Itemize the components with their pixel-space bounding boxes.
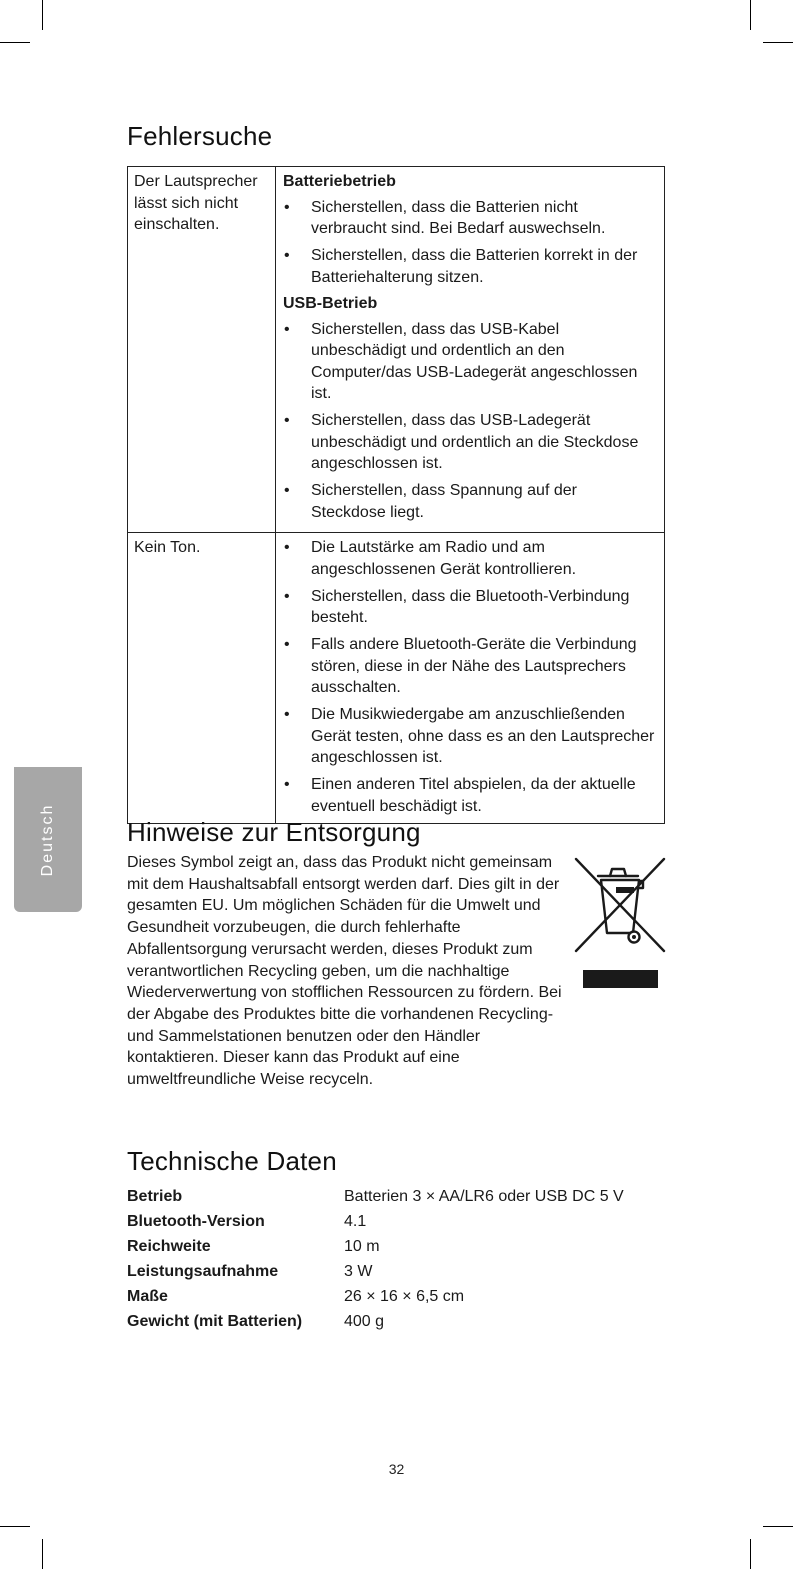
disposal-title: Hinweise zur Entsorgung xyxy=(127,817,421,847)
list-item xyxy=(283,704,656,769)
bullet-icon: • xyxy=(284,320,290,338)
solution-cell xyxy=(276,167,665,533)
list-item xyxy=(283,480,656,523)
bullet-icon: • xyxy=(284,247,290,264)
crop-mark xyxy=(0,1526,30,1527)
bullet-icon: • xyxy=(284,482,290,499)
troubleshooting-table xyxy=(127,166,665,824)
weee-bar xyxy=(583,970,658,988)
spec-value: 4.1 xyxy=(344,1213,367,1230)
table-row xyxy=(128,167,665,533)
page-number: 32 xyxy=(388,1461,405,1477)
list-item xyxy=(283,634,656,699)
crop-mark xyxy=(763,1526,793,1527)
subheading-usb: USB-Betrieb xyxy=(283,295,378,312)
bin-label-mark xyxy=(616,887,634,893)
spec-label: Leistungsaufnahme xyxy=(127,1263,279,1280)
bullet-icon: • xyxy=(284,198,290,216)
list-item-text: Sicherstellen, dass die Bluetooth-Verbindung besteht. xyxy=(311,587,630,626)
spec-label: Maße xyxy=(127,1288,168,1305)
spec-label: Betrieb xyxy=(127,1188,183,1205)
specs-title: Technische Daten xyxy=(127,1146,337,1176)
spec-value: Batterien 3 × AA/LR6 oder USB DC 5 V xyxy=(344,1188,624,1205)
bullet-icon: • xyxy=(284,539,290,556)
crop-mark xyxy=(763,42,793,43)
bullet-icon: • xyxy=(284,636,290,653)
spec-value: 3 W xyxy=(344,1263,373,1280)
spec-label: Reichweite xyxy=(127,1238,211,1255)
list-item-text: Die Lautstärke am Radio und am angeschlossenen Gerät kontrollieren. xyxy=(311,539,577,578)
spec-value: 10 m xyxy=(344,1238,380,1255)
list-item xyxy=(283,410,656,475)
spec-value: 400 g xyxy=(344,1313,385,1330)
crop-mark xyxy=(750,0,751,30)
spec-label: Bluetooth-Version xyxy=(127,1213,265,1230)
crop-mark xyxy=(0,42,30,43)
table-row xyxy=(128,533,665,824)
crop-mark xyxy=(750,1539,751,1569)
language-tab-label: Deutsch xyxy=(39,803,56,876)
spec-label: Gewicht (mit Batterien) xyxy=(127,1313,303,1330)
list-item-text: Sicherstellen, dass Spannung auf der Steckdose liegt. xyxy=(311,482,577,521)
solution-list xyxy=(283,537,656,817)
bullet-icon: • xyxy=(284,776,290,793)
list-item-text: Die Musikwiedergabe am anzuschließenden Gerät testen, ohne dass es an den Lautsprecher angeschlossen ist. xyxy=(311,706,655,766)
subheading-battery: Batteriebetrieb xyxy=(283,173,396,190)
troubleshooting-title: Fehlersuche xyxy=(127,121,273,151)
list-item-text: Einen anderen Titel abspielen, da der aktuelle eventuell beschädigt ist. xyxy=(311,776,636,815)
solution-list xyxy=(283,319,656,524)
bullet-icon: • xyxy=(284,587,290,605)
spec-value: 26 × 16 × 6,5 cm xyxy=(344,1288,465,1305)
list-item-text: Sicherstellen, dass das USB-Kabel unbeschädigt und ordentlich an den Computer/das USB-Ladegerät angeschlossen ist. xyxy=(311,320,638,402)
bullet-icon: • xyxy=(284,706,290,723)
disposal-text: Dieses Symbol zeigt an, dass das Produkt nicht gemeinsam mit dem Haushaltsabfall entsorgt werden darf. Dies gilt in der gesamten EU. Um möglichen Schäden für die Umwelt und Gesundheit vorzubeugen, die durch fehlerhafte Abfallentsorgung verursacht werden, dieses Produkt zum verantwortlichen Recycling geben, um die nachhaltige Wiederverwertung von stofflichen Ressourcen zu fördern. Bei der Abgabe des Produktes bitte die vorhandenen Recycling- und Sammelstationen benutzen oder den Händler kontaktieren. Dieser kann das Produkt auf eine umweltfreundliche Weise recyceln. xyxy=(127,854,562,1089)
list-item xyxy=(283,586,656,629)
list-item xyxy=(283,319,656,405)
solution-cell xyxy=(276,533,665,824)
crop-mark xyxy=(42,0,43,30)
problem-cell: Der Lautsprecher lässt sich nicht einschalten. xyxy=(128,167,276,533)
list-item xyxy=(283,774,656,817)
list-item-text: Sicherstellen, dass die Batterien korrekt in der Batteriehalterung sitzen. xyxy=(311,247,638,286)
list-item xyxy=(283,197,656,240)
problem-cell: Kein Ton. xyxy=(128,533,276,824)
list-item-text: Sicherstellen, dass das USB-Ladegerät unbeschädigt und ordentlich an die Steckdose angeschlossen ist. xyxy=(311,412,639,472)
solution-list xyxy=(283,197,656,289)
bin-wheel-hub xyxy=(632,935,636,939)
list-item xyxy=(283,245,656,288)
list-item-text: Sicherstellen, dass die Batterien nicht verbraucht sind. Bei Bedarf auswechseln. xyxy=(311,198,606,237)
crop-mark xyxy=(42,1539,43,1569)
bullet-icon: • xyxy=(284,412,290,429)
list-item xyxy=(283,537,656,580)
crossed-out-wheelie-bin-icon xyxy=(572,855,668,955)
language-tab xyxy=(14,767,82,912)
list-item-text: Falls andere Bluetooth-Geräte die Verbindung stören, diese in der Nähe des Lautsprechers ausschalten. xyxy=(311,636,637,696)
